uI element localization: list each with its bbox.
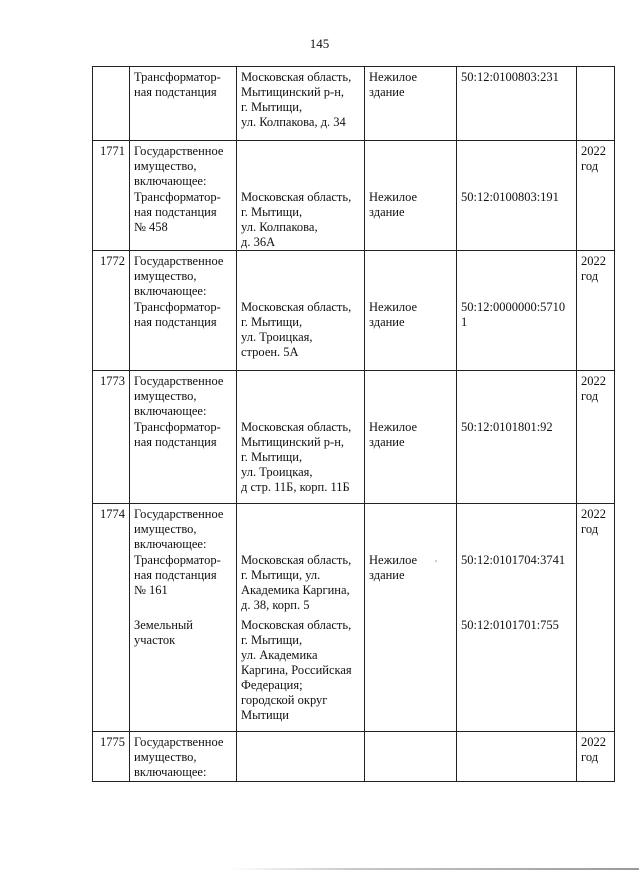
object-name-cell bbox=[130, 299, 237, 370]
object-type-cell bbox=[365, 370, 457, 419]
entry-number-cell-text: 1775 bbox=[100, 734, 125, 749]
object-name-cell-text: Государственное имущество, включающее: bbox=[134, 734, 224, 779]
year-cell bbox=[577, 504, 615, 553]
year-cell-text: 2022 год bbox=[581, 373, 606, 403]
entry-number-cell bbox=[93, 141, 130, 190]
object-type-cell bbox=[365, 141, 457, 190]
entry-number-cell bbox=[93, 299, 130, 370]
object-type-cell bbox=[365, 299, 457, 370]
entry-number-cell-text: 1773 bbox=[100, 373, 125, 388]
registry-body bbox=[93, 67, 615, 782]
object-type-cell-text: Нежилое здание bbox=[369, 419, 418, 449]
cadastral-number-cell bbox=[457, 617, 577, 731]
object-name-cell bbox=[130, 552, 237, 617]
address-cell bbox=[237, 731, 365, 781]
table-row bbox=[93, 552, 615, 617]
object-type-cell bbox=[365, 419, 457, 504]
cadastral-number-cell-text: 50:12:0000000:5710 1 bbox=[461, 300, 566, 329]
entry-number-cell bbox=[93, 419, 130, 504]
object-name-cell-text: Государственное имущество, включающее: bbox=[134, 144, 224, 188]
cadastral-number-cell bbox=[457, 67, 577, 141]
object-name-cell-text: Земельный участок bbox=[134, 618, 193, 647]
year-cell-text: 2022 год bbox=[581, 507, 606, 536]
object-type-cell-text: Нежилое здание bbox=[369, 190, 418, 219]
object-name-cell bbox=[130, 141, 237, 190]
year-cell bbox=[577, 617, 615, 731]
cadastral-number-cell bbox=[457, 370, 577, 419]
object-type-cell bbox=[365, 552, 457, 617]
cadastral-number-cell-text: 50:12:0101801:92 bbox=[461, 419, 553, 434]
address-cell bbox=[237, 370, 365, 419]
table-row bbox=[93, 141, 615, 190]
object-type-cell bbox=[365, 189, 457, 251]
table-row bbox=[93, 731, 615, 781]
address-cell bbox=[237, 251, 365, 300]
cadastral-number-cell-text: 50:12:0101701:755 bbox=[461, 618, 559, 632]
entry-number-cell bbox=[93, 251, 130, 300]
entry-number-cell-text: 1772 bbox=[100, 254, 125, 268]
address-cell bbox=[237, 617, 365, 731]
object-name-cell bbox=[130, 419, 237, 504]
object-type-cell-text: Нежилое здание bbox=[369, 553, 418, 582]
address-cell-text: Московская область, г. Мытищи, ул. Академика Каргина, д. 38, корп. 5 bbox=[241, 553, 352, 612]
object-name-cell-text: Государственное имущество, включающее: bbox=[134, 254, 224, 298]
cadastral-number-cell bbox=[457, 141, 577, 190]
cadastral-number-cell bbox=[457, 419, 577, 504]
entry-number-cell bbox=[93, 552, 130, 617]
cadastral-number-cell bbox=[457, 504, 577, 553]
cadastral-number-cell bbox=[457, 731, 577, 781]
cadastral-number-cell bbox=[457, 251, 577, 300]
address-cell bbox=[237, 67, 365, 141]
object-name-cell bbox=[130, 189, 237, 251]
entry-number-cell bbox=[93, 504, 130, 553]
table-row bbox=[93, 504, 615, 553]
object-name-cell bbox=[130, 731, 237, 781]
year-cell-text: 2022 год bbox=[581, 734, 606, 764]
address-cell bbox=[237, 552, 365, 617]
year-cell bbox=[577, 299, 615, 370]
table-row bbox=[93, 299, 615, 370]
address-cell-text: Московская область, г. Мытищи, ул. Колпакова, д. 36А bbox=[241, 190, 352, 249]
year-cell bbox=[577, 419, 615, 504]
table-row bbox=[93, 617, 615, 731]
year-cell bbox=[577, 251, 615, 300]
entry-number-cell-text: 1771 bbox=[100, 144, 125, 158]
table-row bbox=[93, 189, 615, 251]
year-cell bbox=[577, 552, 615, 617]
table-row bbox=[93, 251, 615, 300]
object-name-cell-text: Трансформатор- ная подстанция bbox=[134, 300, 221, 329]
cadastral-number-cell bbox=[457, 189, 577, 251]
year-cell bbox=[577, 731, 615, 781]
year-cell-text: 2022 год bbox=[581, 144, 606, 173]
address-cell-text: Московская область, Мытищинский р-н, г. Мытищи, ул. Колпакова, д. 34 bbox=[241, 70, 352, 129]
scan-speck bbox=[435, 560, 437, 562]
table-row bbox=[93, 370, 615, 419]
cadastral-number-cell bbox=[457, 552, 577, 617]
table-row bbox=[93, 419, 615, 504]
object-type-cell-text: Нежилое здание bbox=[369, 70, 418, 99]
page-number: 145 bbox=[309, 36, 330, 51]
cadastral-number-cell-text: 50:12:0101704:3741 bbox=[461, 553, 566, 567]
object-name-cell-text: Трансформатор- ная подстанция № 161 bbox=[134, 553, 221, 597]
entry-number-cell bbox=[93, 617, 130, 731]
address-cell bbox=[237, 299, 365, 370]
object-type-cell bbox=[365, 617, 457, 731]
object-type-cell bbox=[365, 504, 457, 553]
table-row bbox=[93, 67, 615, 141]
object-name-cell bbox=[130, 251, 237, 300]
year-cell bbox=[577, 141, 615, 190]
cadastral-number-cell-text: 50:12:0100803:191 bbox=[461, 190, 559, 204]
property-registry-table bbox=[92, 66, 615, 782]
address-cell bbox=[237, 141, 365, 190]
address-cell-text: Московская область, г. Мытищи, ул. Троицкая, строен. 5А bbox=[241, 300, 352, 359]
address-cell-text: Московская область, Мытищинский р-н, г. Мытищи, ул. Троицкая, д стр. 11Б, корп. 11Б bbox=[241, 419, 352, 494]
object-name-cell bbox=[130, 504, 237, 553]
entry-number-cell bbox=[93, 731, 130, 781]
object-name-cell-text: Трансформатор- ная подстанция bbox=[134, 419, 221, 449]
cadastral-number-cell-text: 50:12:0100803:231 bbox=[461, 70, 559, 84]
entry-number-cell bbox=[93, 189, 130, 251]
object-type-cell-text: Нежилое здание bbox=[369, 300, 418, 329]
year-cell bbox=[577, 67, 615, 141]
object-name-cell-text: Государственное имущество, включающее: bbox=[134, 507, 224, 551]
object-name-cell-text: Трансформатор- ная подстанция bbox=[134, 70, 221, 99]
scan-edge-line bbox=[230, 868, 639, 870]
entry-number-cell bbox=[93, 67, 130, 141]
address-cell bbox=[237, 189, 365, 251]
address-cell bbox=[237, 419, 365, 504]
object-name-cell-text: Трансформатор- ная подстанция № 458 bbox=[134, 190, 221, 234]
address-cell-text: Московская область, г. Мытищи, ул. Академика Каргина, Российская Федерация; городской округ Мытищи bbox=[241, 618, 352, 722]
entry-number-cell bbox=[93, 370, 130, 419]
cadastral-number-cell bbox=[457, 299, 577, 370]
address-cell bbox=[237, 504, 365, 553]
year-cell-text: 2022 год bbox=[581, 254, 606, 283]
object-name-cell bbox=[130, 617, 237, 731]
year-cell bbox=[577, 370, 615, 419]
object-type-cell bbox=[365, 67, 457, 141]
object-name-cell bbox=[130, 67, 237, 141]
object-name-cell bbox=[130, 370, 237, 419]
year-cell bbox=[577, 189, 615, 251]
object-type-cell bbox=[365, 251, 457, 300]
entry-number-cell-text: 1774 bbox=[100, 507, 125, 521]
object-name-cell-text: Государственное имущество, включающее: bbox=[134, 373, 224, 418]
object-type-cell bbox=[365, 731, 457, 781]
